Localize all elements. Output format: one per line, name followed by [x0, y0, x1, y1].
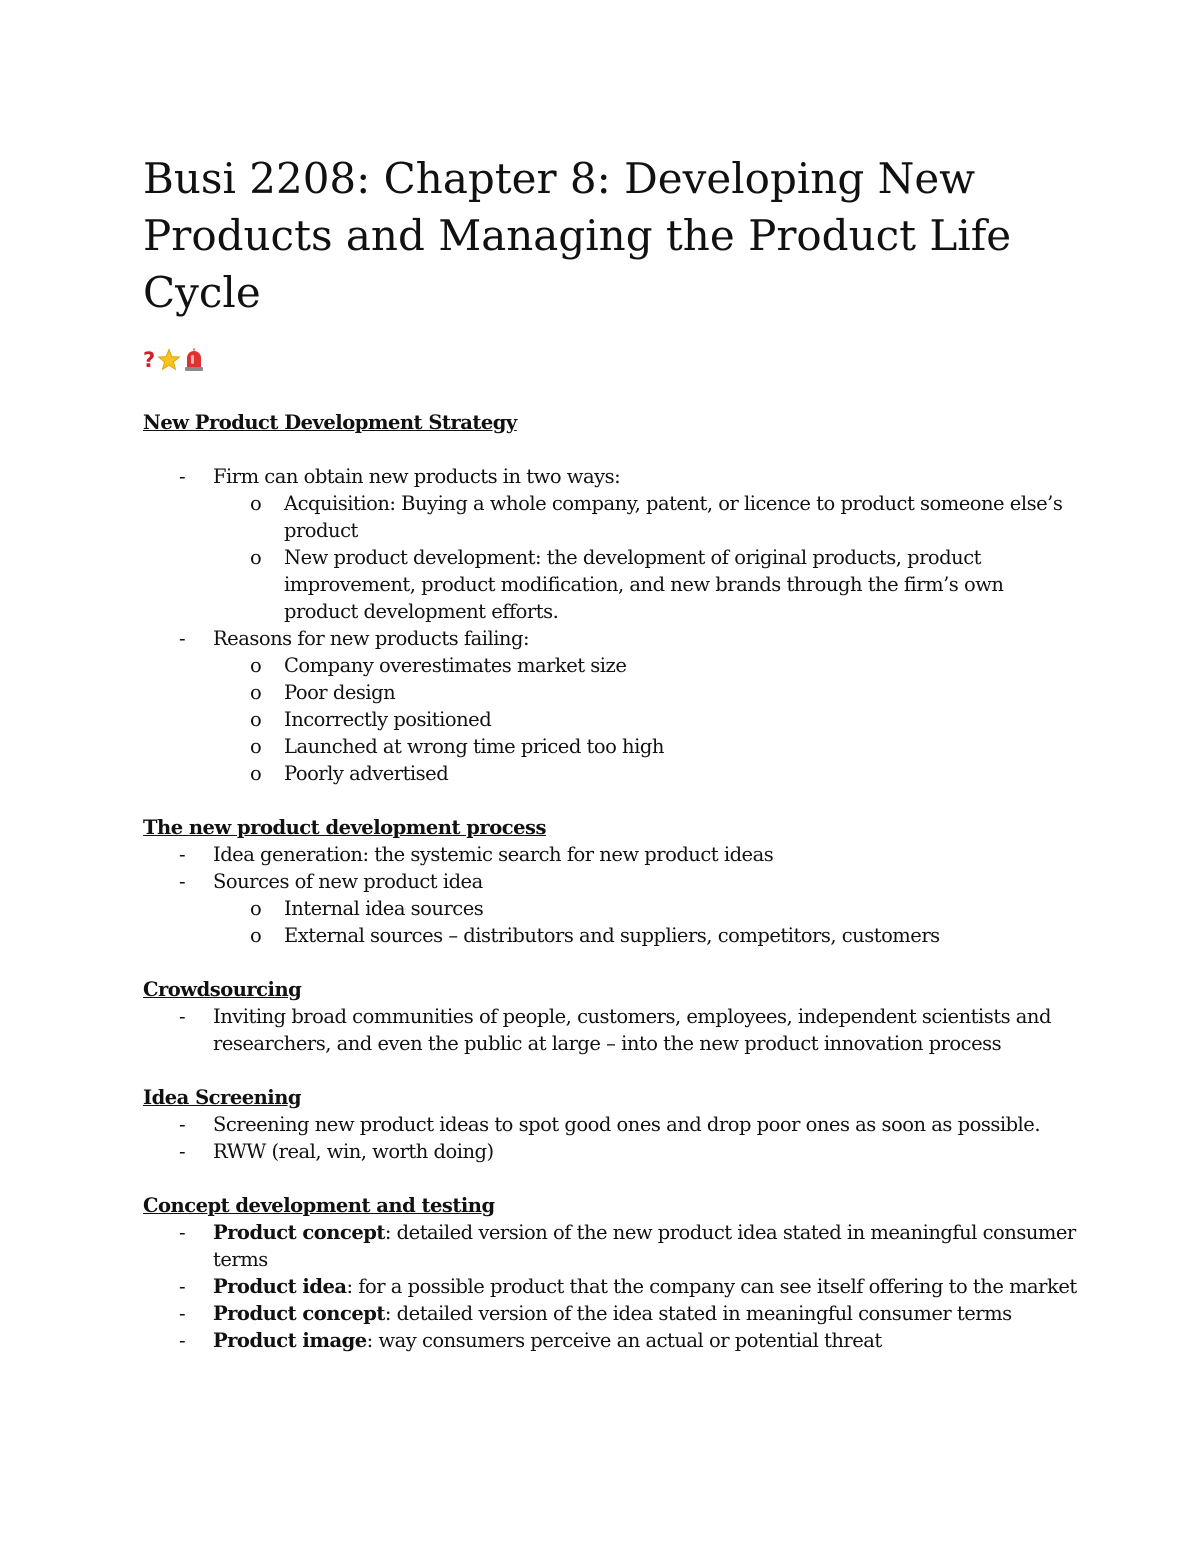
dash-bullet: -	[179, 843, 186, 866]
circle-bullet: o	[250, 492, 262, 515]
term-definition: : for a possible product that the company can see itself offering to the market	[346, 1275, 1077, 1298]
dash-bullet: -	[179, 1005, 186, 1028]
list-item	[143, 625, 1080, 787]
list-item	[143, 1327, 1080, 1354]
list-item	[143, 868, 1080, 949]
sub-list-item	[143, 733, 1080, 760]
circle-bullet: o	[250, 762, 262, 785]
list-item-text: RWW (real, win, worth doing)	[213, 1140, 494, 1163]
sub-list-item	[143, 895, 1080, 922]
section-concept-development-and-testing	[143, 1192, 1080, 1354]
document-title: Busi 2208: Chapter 8: Developing New Products and Managing the Product Life Cycle	[143, 154, 1012, 317]
dash-bullet: -	[179, 627, 186, 650]
term-label: Product image	[213, 1329, 367, 1352]
term-label: Product idea	[213, 1275, 347, 1298]
section-new-product-development-process	[143, 814, 1080, 949]
dash-bullet: -	[179, 1140, 186, 1163]
sub-list-item-text: Internal idea sources	[284, 897, 484, 920]
list-item	[143, 463, 1080, 625]
sub-list-item	[143, 706, 1080, 733]
sub-list-item-text: Acquisition: Buying a whole company, patent, or licence to product someone else’s product	[284, 492, 1063, 542]
sub-list-item	[143, 922, 1080, 949]
sub-list-item	[143, 679, 1080, 706]
section-idea-screening	[143, 1084, 1080, 1165]
circle-bullet: o	[250, 924, 262, 947]
sub-list-item-text: Poor design	[284, 681, 396, 704]
section-crowdsourcing	[143, 976, 1080, 1057]
dash-bullet: -	[179, 1302, 186, 1325]
sub-list-item	[143, 490, 1080, 544]
dash-bullet: -	[179, 1329, 186, 1352]
circle-bullet: o	[250, 708, 262, 731]
siren-icon	[183, 348, 205, 372]
circle-bullet: o	[250, 546, 262, 569]
list-item	[143, 1300, 1080, 1327]
sub-list-item	[143, 544, 1080, 625]
sub-list-item-text: Launched at wrong time priced too high	[284, 735, 664, 758]
term-label: Product concept	[213, 1221, 385, 1244]
list-item-text: Reasons for new products failing:	[213, 627, 530, 650]
list-item-text: Sources of new product idea	[213, 870, 483, 893]
list-item-text: Inviting broad communities of people, customers, employees, independent scientists and researchers, and even the public at large – into the new product innovation process	[213, 1005, 1051, 1055]
sub-list-item-text: Company overestimates market size	[284, 654, 627, 677]
dash-bullet: -	[179, 1221, 186, 1244]
list-item-text: Idea generation: the systemic search for new product ideas	[213, 843, 774, 866]
sub-list-item-text: New product development: the development of original products, product improvement, product modification, and new brands through the firm’s own product development efforts.	[284, 546, 1004, 623]
sub-list-item	[143, 760, 1080, 787]
circle-bullet: o	[250, 654, 262, 677]
term-definition: : way consumers perceive an actual or potential threat	[366, 1329, 882, 1352]
list-item-text: Screening new product ideas to spot good ones and drop poor ones as soon as possible.	[213, 1113, 1041, 1136]
section-heading: Idea Screening	[143, 1086, 302, 1109]
dash-bullet: -	[179, 465, 186, 488]
dash-bullet: -	[179, 1275, 186, 1298]
section-new-product-development-strategy	[143, 409, 1080, 787]
circle-bullet: o	[250, 681, 262, 704]
list-item	[143, 1003, 1080, 1057]
list-item	[143, 1273, 1080, 1300]
section-heading: The new product development process	[143, 816, 546, 839]
star-icon	[157, 348, 181, 372]
list-item	[143, 841, 1080, 868]
dash-bullet: -	[179, 1113, 186, 1136]
sub-list-item-text: Poorly advertised	[284, 762, 449, 785]
sub-list-item-text: External sources – distributors and suppliers, competitors, customers	[284, 924, 940, 947]
circle-bullet: o	[250, 735, 262, 758]
term-definition: : detailed version of the new product idea stated in meaningful consumer terms	[213, 1221, 1076, 1271]
term-label: Product concept	[213, 1302, 385, 1325]
circle-bullet: o	[250, 897, 262, 920]
section-heading: Concept development and testing	[143, 1194, 495, 1217]
emoji-row	[143, 343, 1080, 377]
list-item	[143, 1138, 1080, 1165]
term-definition: : detailed version of the idea stated in meaningful consumer terms	[384, 1302, 1012, 1325]
question-mark-icon: ?	[143, 348, 156, 372]
list-item	[143, 1111, 1080, 1138]
dash-bullet: -	[179, 870, 186, 893]
list-item	[143, 1219, 1080, 1273]
sub-list-item	[143, 652, 1080, 679]
section-heading: Crowdsourcing	[143, 978, 302, 1001]
list-item-text: Firm can obtain new products in two ways:	[213, 465, 621, 488]
section-heading: New Product Development Strategy	[143, 411, 517, 434]
sub-list-item-text: Incorrectly positioned	[284, 708, 492, 731]
